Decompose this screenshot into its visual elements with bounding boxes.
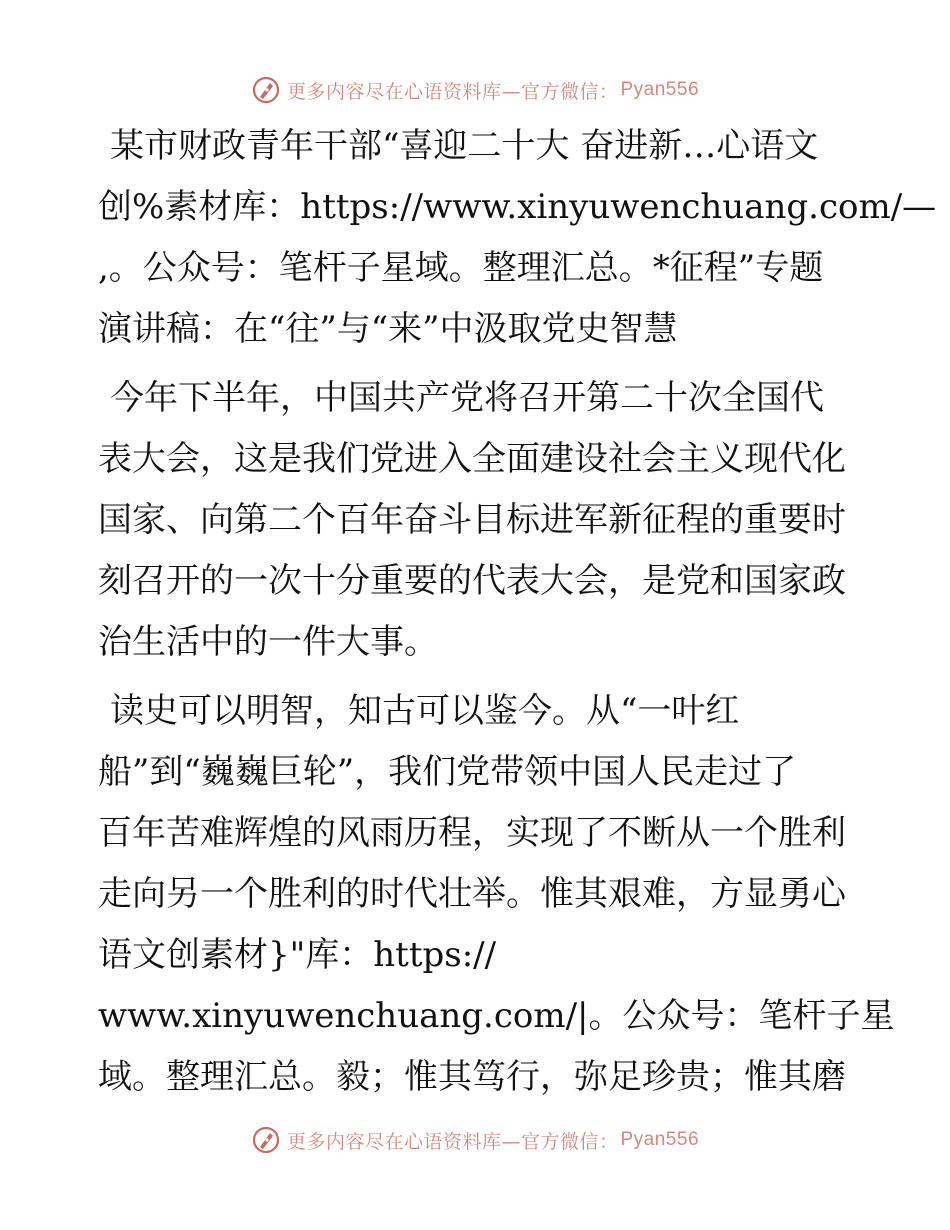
paragraph-line: 百年苦难辉煌的风雨历程，实现了不断从一个胜利 bbox=[98, 813, 846, 853]
document-title bbox=[98, 116, 937, 360]
title-line: 演讲稿：在“往”与“来”中汲取党史智慧 bbox=[98, 309, 678, 349]
paragraph-line: 国家、向第二个百年奋斗目标进军新征程的重要时 bbox=[98, 500, 846, 540]
banner-wechat-handle: Pyan556 bbox=[620, 1129, 700, 1150]
paragraph-line: 表大会，这是我们党进入全面建设社会主义现代化 bbox=[98, 439, 846, 479]
pen-nib-logo-icon bbox=[251, 1125, 281, 1155]
paragraph-line: 走向另一个胜利的时代壮举。惟其艰难，方显勇心 bbox=[98, 874, 846, 914]
title-line: 创%素材库：https://www.xinyuwenchuang.com/— bbox=[98, 187, 937, 227]
header-banner bbox=[0, 70, 950, 110]
paragraph-line: 域。整理汇总。毅；惟其笃行，弥足珍贵；惟其磨 bbox=[98, 1057, 846, 1097]
paragraph-line: 治生活中的一件大事。 bbox=[98, 622, 438, 662]
banner-text: 更多内容尽在心语资料库—官方微信： bbox=[286, 1130, 619, 1153]
banner-wechat-handle: Pyan556 bbox=[620, 79, 700, 100]
banner-text: 更多内容尽在心语资料库—官方微信： bbox=[286, 80, 619, 103]
paragraph-line: www.xinyuwenchuang.com/|。公众号：笔杆子星 bbox=[98, 996, 895, 1036]
paragraph-line: 语文创素材}"库：https:// bbox=[98, 935, 497, 975]
title-line: ,。公众号：笔杆子星域。整理汇总。*征程”专题 bbox=[98, 248, 824, 288]
paragraph-line: 今年下半年，中国共产党将召开第二十次全国代 bbox=[110, 378, 824, 418]
document-body bbox=[98, 116, 937, 1108]
paragraph-line: 读史可以明智，知古可以鉴今。从“一叶红 bbox=[110, 691, 740, 731]
title-line: 某市财政青年干部“喜迎二十大 奋进新…心语文 bbox=[110, 126, 819, 166]
pen-nib-logo-icon bbox=[251, 75, 281, 105]
paragraph-line: 刻召开的一次十分重要的代表大会，是党和国家政 bbox=[98, 561, 846, 601]
footer-banner bbox=[0, 1120, 950, 1160]
paragraph-line: 船”到“巍巍巨轮”，我们党带领中国人民走过了 bbox=[98, 752, 797, 792]
paragraph-2 bbox=[98, 681, 895, 1108]
paragraph-1 bbox=[98, 368, 858, 673]
